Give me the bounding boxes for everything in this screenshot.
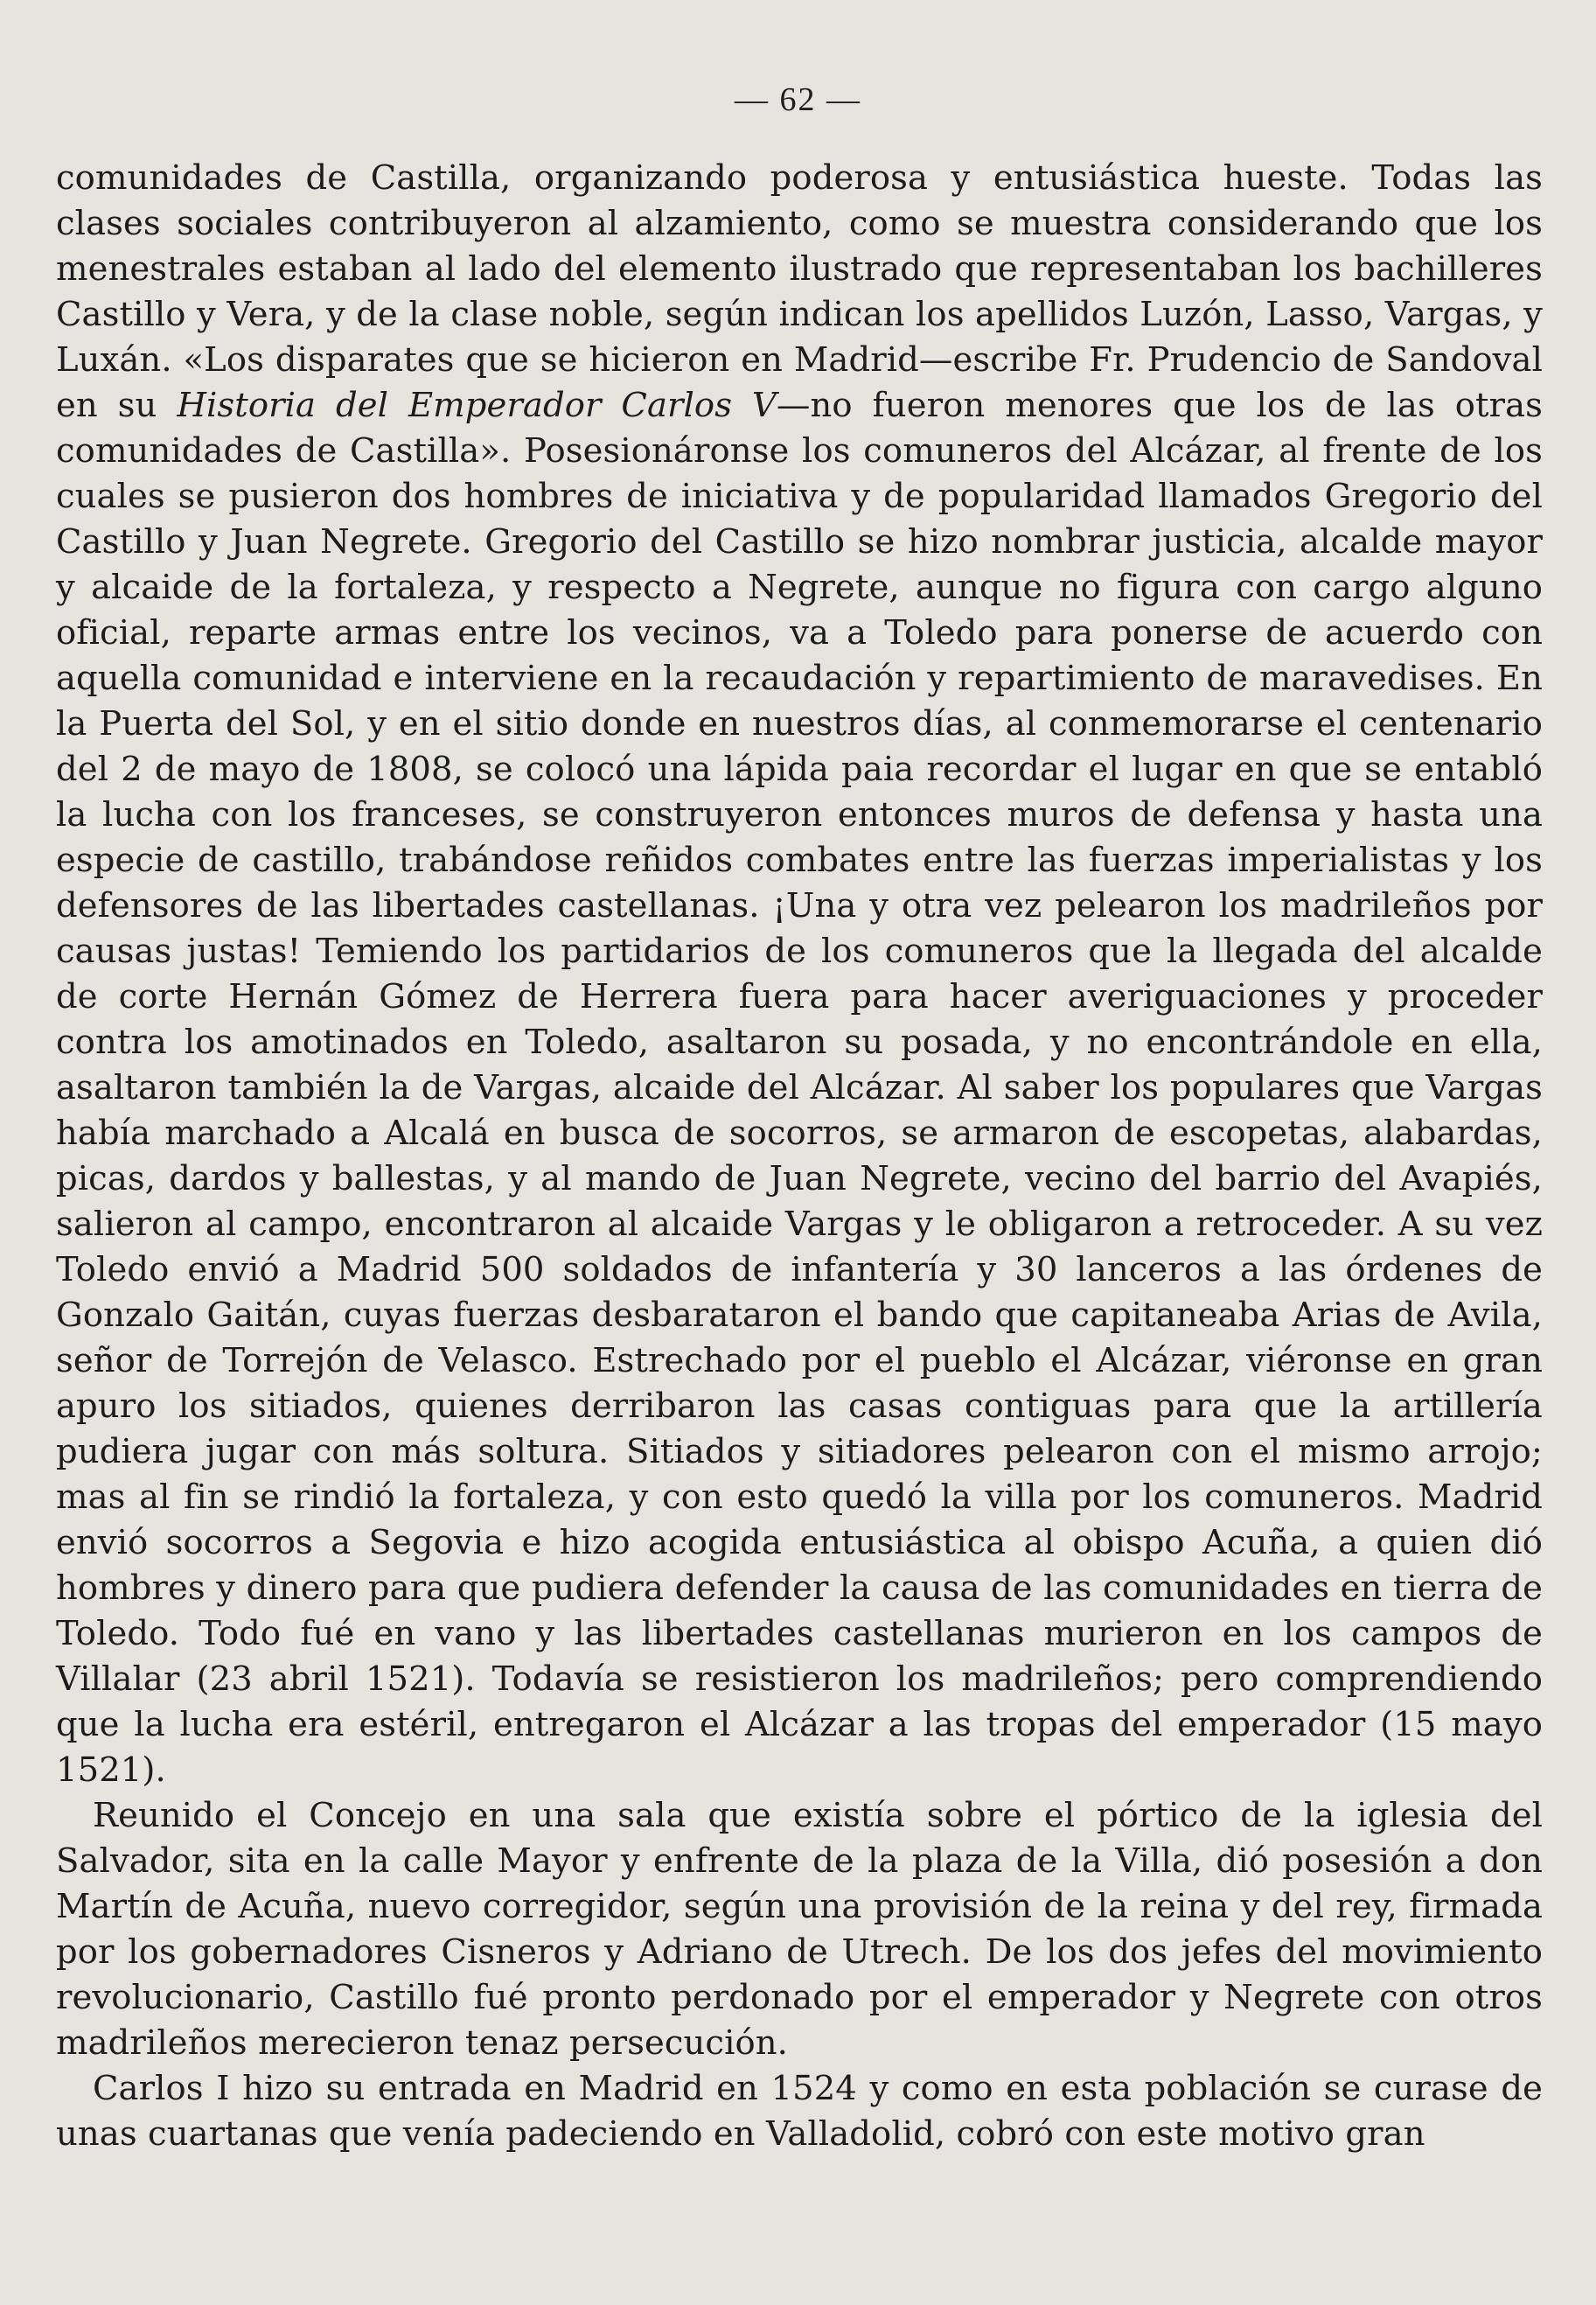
book-title-italic: Historia del Emperador Carlos V	[177, 386, 777, 425]
page-text-body	[56, 156, 1543, 2157]
page-number: — 62 —	[735, 81, 861, 118]
paragraph-comuneros	[56, 156, 1543, 1793]
paragraph-text: —no fueron menores que los de las otras comunidades de Castilla». Posesionáronse los comuneros del Alcázar, al frente de los cuales se pusieron dos hombres de iniciativa y de popularidad llamados Gregorio del Castillo y Juan Negrete. Gregorio del Castillo se hizo nombrar justicia, alcalde mayor y alcaide de la fortaleza, y respecto a Negrete, aunque no figura con cargo alguno oficial, reparte armas entre los vecinos, va a Toledo para ponerse de acuerdo con aquella comunidad e interviene en la recaudación y repartimiento de maravedises. En la Puerta del Sol, y en el sitio donde en nuestros días, al conmemorarse el centenario del 2 de mayo de 1808, se colocó una lápida paia recordar el lugar en que se entabló la lucha con los franceses, se construyeron entonces muros de defensa y hasta una especie de castillo, trabándose reñidos combates entre las fuerzas imperialistas y los defensores de las libertades castellanas. ¡Una y otra vez pelearon los madrileños por causas justas! Temiendo los partidarios de los comuneros que la llegada del alcalde de corte Hernán Gómez de Herrera fuera para hacer averiguaciones y proceder contra los amotinados en Toledo, asaltaron su posada, y no encontrándole en ella, asaltaron también la de Vargas, alcaide del Alcázar. Al saber los populares que Vargas había marchado a Alcalá en busca de socorros, se armaron de escopetas, alabardas, picas, dardos y ballestas, y al mando de Juan Negrete, vecino del barrio del Avapiés, salieron al campo, encontraron al alcaide Vargas y le obligaron a retroceder. A su vez Toledo envió a Madrid 500 soldados de infantería y 30 lanceros a las órdenes de Gonzalo Gaitán, cuyas fuerzas desbarataron el bando que capitaneaba Arias de Avila, señor de Torrejón de Velasco. Estrechado por el pueblo el Alcázar, viéronse en gran apuro los sitiados, quienes derribaron las casas contiguas para que la artillería pudiera jugar con más soltura. Sitiados y sitiadores pelearon con el mismo arrojo; mas al fin se rindió la fortaleza, y con esto quedó la villa por los comuneros. Madrid envió socorros a Segovia e hizo acogida entusiástica al obispo Acuña, a quien dió hombres y dinero para que pudiera defender la causa de las comunidades en tierra de Toledo. Todo fué en vano y las libertades castellanas murieron en los campos de Villalar (23 abril 1521). Todavía se resistieron los madrileños; pero comprendiendo que la lucha era estéril, entregaron el Alcázar a las tropas del emperador (15 mayo 1521).	[56, 386, 1543, 1790]
paragraph-carlos: Carlos I hizo su entrada en Madrid en 1524 y como en esta población se curase de unas cuartanas que venía padeciendo en Valladolid, cobró con este motivo gran	[56, 2069, 1543, 2154]
paragraph-text: comunidades de Castilla, organizando poderosa y entusiástica hueste. Todas las clases sociales contribuyeron al alzamiento, como se muestra considerando que los menestrales estaban al lado del elemento ilustrado que representaban los bachilleres Castillo y Vera, y de la clase noble, según indican los apellidos Luzón, Lasso, Vargas, y Luxán. «Los disparates que se hicieron en Madrid—escribe Fr. Prudencio de Sandoval en su	[56, 158, 1543, 425]
paragraph-concejo: Reunido el Concejo en una sala que existía sobre el pórtico de la iglesia del Salvador, sita en la calle Mayor y enfrente de la plaza de la Villa, dió posesión a don Martín de Acuña, nuevo corregidor, según una provisión de la reina y del rey, firmada por los gobernadores Cisneros y Adriano de Utrech. De los dos jefes del movimiento revolucionario, Castillo fué pronto perdonado por el emperador y Negrete con otros madrileños merecieron tenaz persecución.	[56, 1796, 1543, 2063]
